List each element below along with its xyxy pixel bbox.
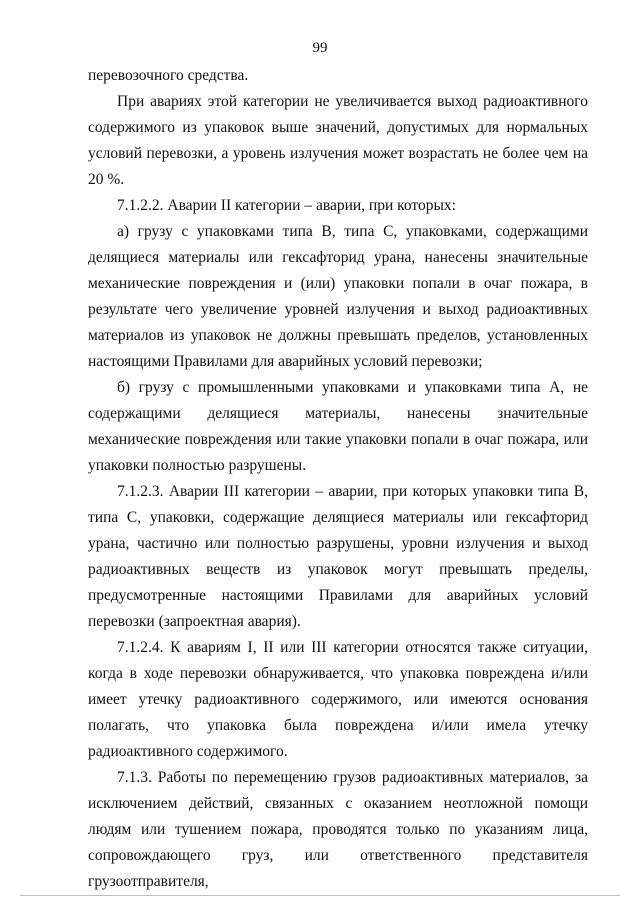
paragraph-7-1-2-3: 7.1.2.3. Аварии III категории – аварии, при которых упаковки типа В, типа С, упаковки, содержащие делящиеся материалы или гексафторид урана, частично или полностью разрушены, уровни излучения и выход радиоактивных веществ из упаковок могут превышать пределы, предусмотренные настоящими Правилами для аварийных условий перевозки (запроектная авария). [88,483,588,630]
paragraph-category-1-note: При авариях этой категории не увеличивается выход радиоактивного содержимого из упаковок выше значений, допустимых для нормальных условий перевозки, а уровень излучения может возрастать не более чем на 20 %. [88,93,588,188]
paragraph-7-1-2-2-heading: 7.1.2.2. Аварии II категории – аварии, при которых: [117,197,456,214]
page-edge-divider [20,895,620,896]
paragraph-item-b: б) грузу с промышленными упаковками и упаковками типа А, не содержащими делящиеся материалы, нанесены значительные механические повреждения или такие упаковки попали в очаг пожара, или упаковки полностью разрушены. [88,379,588,474]
paragraph-7-1-2-4: 7.1.2.4. К авариям I, II или III категории относятся также ситуации, когда в ходе перевозки обнаруживается, что упаковка повреждена и/или имеет утечку радиоактивного содержимого, или имеются основания полагать, что упаковка была повреждена и/или имела утечку радиоактивного содержимого. [88,639,588,760]
paragraph-item-a: а) грузу с упаковками типа В, типа С, упаковками, содержащими делящиеся материалы или гексафторид урана, нанесены значительные механические повреждения и (или) упаковки попали в очаг пожара, в результате чего увеличение уровней излучения и выход радиоактивных материалов из упаковок не должны превышать пределов, установленных настоящими Правилами для аварийных условий перевозки; [88,223,588,370]
paragraph-7-1-3: 7.1.3. Работы по перемещению грузов радиоактивных материалов, за исключением действий, связанных с оказанием неотложной помощи людям или тушением пожара, проводятся только по указаниям лица, сопровождающего груз, или ответственного представителя грузоотправителя, [88,769,588,890]
document-body [88,63,588,895]
page-number: 99 [312,40,328,56]
paragraph-continuation: перевозочного средства. [88,67,249,84]
